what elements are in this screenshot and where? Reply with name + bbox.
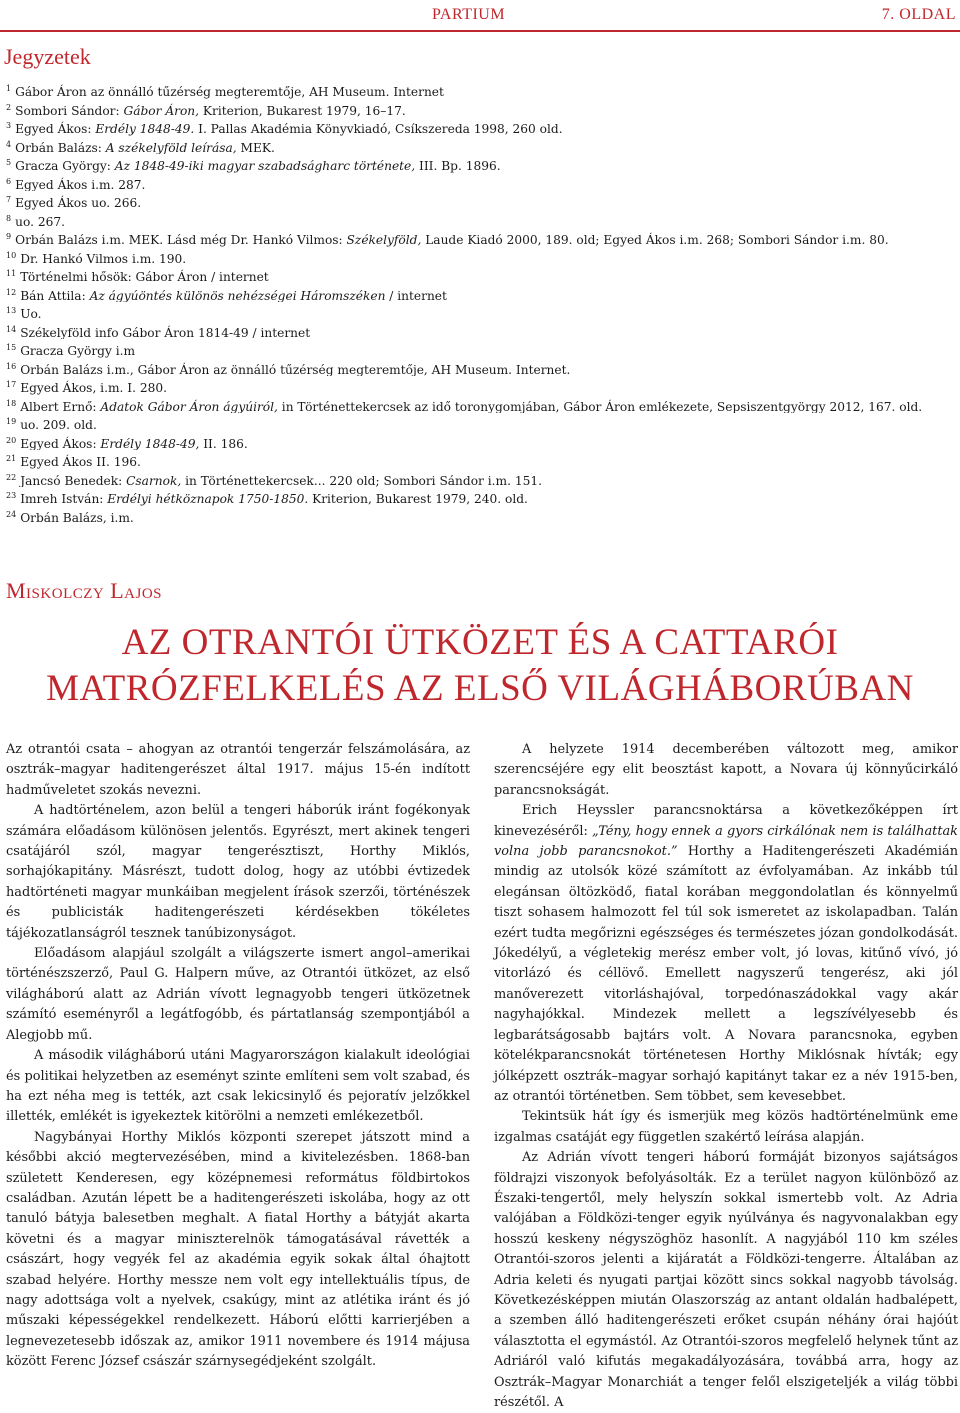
footnote — [6, 432, 956, 451]
article-paragraph — [6, 801, 470, 944]
footnote — [6, 99, 956, 118]
text-run: Székelyföld info Gábor Áron 1814-49 / internet — [20, 325, 311, 339]
text-run: I. Pallas Akadémia Könyvkiadó, Csíkszereda 1998, 260 old. — [194, 122, 563, 136]
text-run: Imreh István: — [20, 492, 108, 506]
italic-text: Csarnok, — [126, 473, 182, 487]
text-run: Egyed Ákos, i.m. I. 280. — [20, 381, 167, 395]
article-paragraph — [6, 740, 470, 801]
text-run: uo. 267. — [15, 214, 65, 228]
footnote-number: 11 — [6, 269, 17, 278]
article-title-line-2: MATRÓZFELKELÉS AZ ELSŐ VILÁGHÁBORÚBAN — [46, 668, 914, 709]
footnote — [6, 228, 956, 247]
text-run: in Történettekercsek... 220 old; Sombori Sándor i.m. 151. — [181, 473, 542, 487]
article-title — [0, 620, 960, 712]
text-run: Egyed Ákos uo. 266. — [15, 196, 142, 210]
footnote — [6, 117, 956, 136]
footnote-number: 8 — [6, 213, 12, 223]
article-paragraph — [494, 1107, 958, 1148]
text-run: Kriterion, Bukarest 1979, 240. old. — [308, 492, 528, 506]
text-run: Orbán Balázs: — [15, 140, 106, 154]
footnote — [6, 506, 956, 525]
italic-text: Adatok Gábor Áron ágyúiról, — [100, 399, 278, 413]
footnote-number: 15 — [6, 343, 17, 352]
footnote — [6, 339, 956, 358]
footnote-number: 22 — [6, 472, 17, 482]
text-run: Jancsó Benedek: — [20, 473, 127, 487]
page-header — [0, 6, 960, 26]
footnote — [6, 173, 956, 192]
text-run: Gracza György: — [15, 159, 115, 173]
footnote-number: 17 — [6, 380, 17, 389]
italic-text: Erdély 1848-49, — [100, 436, 200, 450]
text-run: Orbán Balázs i.m., Gábor Áron az önnálló tűzérség megteremtője, AH Museum. Internet. — [20, 362, 571, 376]
text-run: II. 186. — [199, 436, 248, 450]
footnote-number: 20 — [6, 435, 17, 445]
text-run: Albert Ernő: — [20, 399, 101, 413]
text-run: Dr. Hankó Vilmos i.m. 190. — [20, 251, 187, 265]
text-run: Horthy a Haditengerészeti Akadémián mindig az utolsók közé számított az évfolyamában. Az inkább túl elegánsan öltözködő, fiatal korában meggondolatlan és könnyelmű tiszt sohasem halmozott fel túl sok ismeretet az iskolapadban. Talán ezért tudta megőrizni egészséges és természetes józan gondolkodását. Jókedélyű, a végletekig merész ember volt, jó lovas, kitűnő vívó, jó vitorlázó és céllövő. Emellett nagyszerű tengerész, aki jól manőverezett vitorláshajóval, torpedónaszádokkal vagy akár nagyhajókkal. Mindezek mellett a legszívélyesebb és legbarátságosabb bajtárs volt. A Novara parancsnoka, egyben kötelékparancsnokát történetesen Horthy Miklósnak hívták; egy jólképzett osztrák–magyar sorhajó kapitányt takar ez a név 1915-ben, az otrantói történetben. Sem többet, sem kevesebbet. — [494, 844, 958, 1104]
footnote — [6, 487, 956, 506]
footnote — [6, 191, 956, 210]
text-run: Uo. — [20, 307, 42, 321]
italic-text: Gábor Áron, — [123, 103, 200, 117]
italic-text: A székelyföld leírása, — [105, 140, 237, 154]
text-run: Nagybányai Horthy Miklós központi szerepet játszott mind a későbbi akció megtervezésében, mind a kivitelezésben. 1868-ban született Kenderesen, egy középnemesi református földbirtokos családban. Azután lépett be a haditengerészeti iskolába, hogy az ott tanuló bátyja balesetben meghalt. A fiatal Horthy a bátyját akarta követni és a magyar miniszterelnök támogatásával rávették a császárt, hogy vegyék fel az akadémia egyik sokak által óhajtott szabad helyére. Horthy messze nem volt egy intellektuális típus, de nagy adottsága volt a nyelvek, csakúgy, mint az atlétika iránt és jó műszaki képességekkel rendelkezett. Háború előtti karrierjében a legnevezetesebb időszak az, amikor 1911 novembere és 1914 májusa között Ferenc József császár szárnysegédjeként szolgált. — [6, 1129, 470, 1370]
text-run: uo. 209. old. — [20, 418, 97, 432]
text-run: Tekintsük hát így és ismerjük meg közös hadtörténelmünk eme izgalmas csatáját egy független szakértő leírása alapján. — [494, 1109, 958, 1145]
text-run: / internet — [385, 288, 447, 302]
text-run: Egyed Ákos II. 196. — [20, 455, 141, 469]
article-paragraph — [6, 1128, 470, 1373]
italic-text: Erdélyi hétköznapok 1750-1850. — [107, 492, 309, 506]
italic-text: Az 1848-49-iki magyar szabadságharc története, — [114, 159, 416, 173]
footnote — [6, 302, 956, 321]
footnote — [6, 450, 956, 469]
footnote — [6, 321, 956, 340]
footnote-number: 14 — [6, 324, 17, 334]
text-run: Orbán Balázs i.m. MEK. Lásd még Dr. Hankó Vilmos: — [15, 233, 347, 247]
article-paragraph — [6, 944, 470, 1046]
footnote-number: 24 — [6, 509, 17, 519]
text-run: Gábor Áron az önnálló tűzérség megteremtője, AH Museum. Internet — [15, 85, 444, 99]
text-run: A hadtörténelem, azon belül a tengeri háborúk iránt fogékonyak számára előadásom különösen jelentős. Egyrészt, mert akinek tengeri csatájáról szól, magyar tengerésztiszt, Horthy Miklós, sorhajókapitány. Másrészt, tudott dolog, hogy az utóbbi évtizedek hadtörténeti magyar munkáiban megjelent írások szerzői, történészek és publicisták haditengerészeti kérdésekben tökéletes tájékozatlanságról tesznek tanúbizonyságot. — [6, 803, 470, 941]
footnote-number: 10 — [6, 250, 17, 260]
footnote-number: 13 — [6, 306, 17, 315]
italic-text: Az ágyúöntés különös nehézségei Háromszéken — [89, 288, 386, 302]
article-column-right — [494, 740, 958, 1413]
footnotes-list — [6, 80, 956, 524]
italic-text: Székelyföld, — [346, 233, 422, 247]
footnote — [6, 469, 956, 488]
footnote-number: 18 — [6, 398, 17, 408]
footnote-number: 19 — [6, 417, 17, 426]
text-run: Kriterion, Bukarest 1979, 16–17. — [199, 103, 406, 117]
text-run: Előadásom alapjául szolgált a világszerte ismert angol–amerikai történészszerző, Paul G. Halpern műve, az Otrantói ütközet, az első világháború alatt az Adrián vívott legnagyobb tengeri ütközetnek számító eseményről a legátfogóbb, és pártatlanság szempontjából a Alegjobb mű. — [6, 946, 470, 1043]
text-run: A második világháború utáni Magyarországon kialakult ideológiai és politikai helyzetben az eseményt szinte említeni sem volt szabad, és ha ezt néha meg is tették, azt csak lekicsinylő és pejoratív jelzőkkel illették, emlékét is igyekeztek kitörölni a nemzeti emlékezetből. — [6, 1048, 470, 1125]
footnote — [6, 210, 956, 229]
text-run: Bán Attila: — [20, 288, 90, 302]
header-rule — [0, 30, 960, 32]
footnote — [6, 413, 956, 432]
footnote-number: 7 — [6, 195, 12, 204]
section-name: PARTIUM — [432, 6, 506, 23]
footnote-number: 2 — [6, 102, 12, 112]
footnote-number: 5 — [6, 158, 12, 167]
footnote — [6, 376, 956, 395]
italic-text: „Tény, hogy ennek a gyors cirkálónak nem is találhattak volna jobb parancsnokot.” — [494, 823, 958, 860]
text-run: in Történettekercsek az idő toronygomjában, Gábor Áron emlékezete, Sepsiszentgyörgy 2012, 167. old. — [277, 399, 923, 413]
article-title-line-1: AZ OTRANTÓI ÜTKÖZET ÉS A CATTARÓI — [121, 622, 839, 663]
footnote — [6, 358, 956, 377]
text-run: Az otrantói csata – ahogyan az otrantói tengerzár felszámolására, az osztrák–magyar haditengerészet által 1917. május 15-én indított hadműveletet szokás nevezni. — [6, 742, 470, 798]
text-run: Az Adrián vívott tengeri háború formáját bizonyos sajátságos földrajzi viszonyok befolyásolták. Ez a terület nagyon különböző az Északi-tengertől, mely helyszín sokkal ismertebb volt. Az Adria valójában a Földközi-tenger egyik nyúlványa és nagyvonalakban egy hosszú keskeny négyszöghöz hasonlít. A nagyjából 110 km széles Otrantói-szoros jelenti a kijáratát a Földközi-tengerre. Általában az Adria keleti és nyugati partjai között sincs sokkal nagyobb távolság. Következésképpen miután Olaszország az antant oldalán hadbalépett, a szemben álló haditengerészeti erőket csupán néhány órai hajóút választotta el egymástól. Az Otrantói-szoros megfelelő helynek tűnt az Adriáról való kifutás megakadályozására, továbbá arra, hogy az Osztrák–Magyar Monarchiát a tenger felől elszigeteljék a világ többi részétől. A — [494, 1150, 958, 1410]
text-run: Egyed Ákos: — [20, 436, 101, 450]
italic-text: Erdély 1848-49. — [95, 122, 195, 136]
footnote-number: 16 — [6, 361, 17, 371]
text-run: Egyed Ákos: — [15, 122, 96, 136]
footnote — [6, 395, 956, 414]
text-run: A helyzete 1914 decemberében változott meg, amikor szerencséjére egy elit beosztást kapott, a Novara új könnyűcirkáló parancsnokságát. — [494, 742, 958, 798]
article-paragraph — [494, 1148, 958, 1413]
footnote-number: 6 — [6, 176, 12, 186]
text-run: III. Bp. 1896. — [415, 159, 501, 173]
footnote-number: 3 — [6, 121, 12, 130]
article-paragraph — [494, 740, 958, 801]
footnote — [6, 284, 956, 303]
footnote-number: 1 — [6, 84, 12, 93]
text-run: Erich Heyssler parancsnoktársa a következőképpen írt kinevezéséről: — [494, 803, 958, 839]
footnote — [6, 247, 956, 266]
article-paragraph — [494, 801, 958, 1107]
article-paragraph — [6, 1046, 470, 1128]
notes-heading: Jegyzetek — [4, 44, 91, 69]
text-run: Laude Kiadó 2000, 189. old; Egyed Ákos i.m. 268; Sombori Sándor i.m. 80. — [421, 233, 889, 247]
page-number: 7. OLDAL — [881, 6, 956, 23]
footnote-number: 4 — [6, 139, 12, 149]
footnote — [6, 265, 956, 284]
footnote — [6, 136, 956, 155]
footnote — [6, 154, 956, 173]
text-run: Orbán Balázs, i.m. — [20, 510, 134, 524]
text-run: MEK. — [236, 140, 275, 154]
article-author: Miskolczy Lajos — [6, 578, 163, 603]
footnote-number: 21 — [6, 454, 17, 463]
footnote-number: 9 — [6, 232, 12, 241]
footnote — [6, 80, 956, 99]
text-run: Egyed Ákos i.m. 287. — [15, 177, 146, 191]
footnote-number: 12 — [6, 287, 17, 297]
text-run: Sombori Sándor: — [15, 103, 124, 117]
text-run: Gracza György i.m — [20, 344, 136, 358]
text-run: Történelmi hősök: Gábor Áron / internet — [20, 270, 269, 284]
footnote-number: 23 — [6, 491, 17, 500]
article-column-left — [6, 740, 470, 1373]
